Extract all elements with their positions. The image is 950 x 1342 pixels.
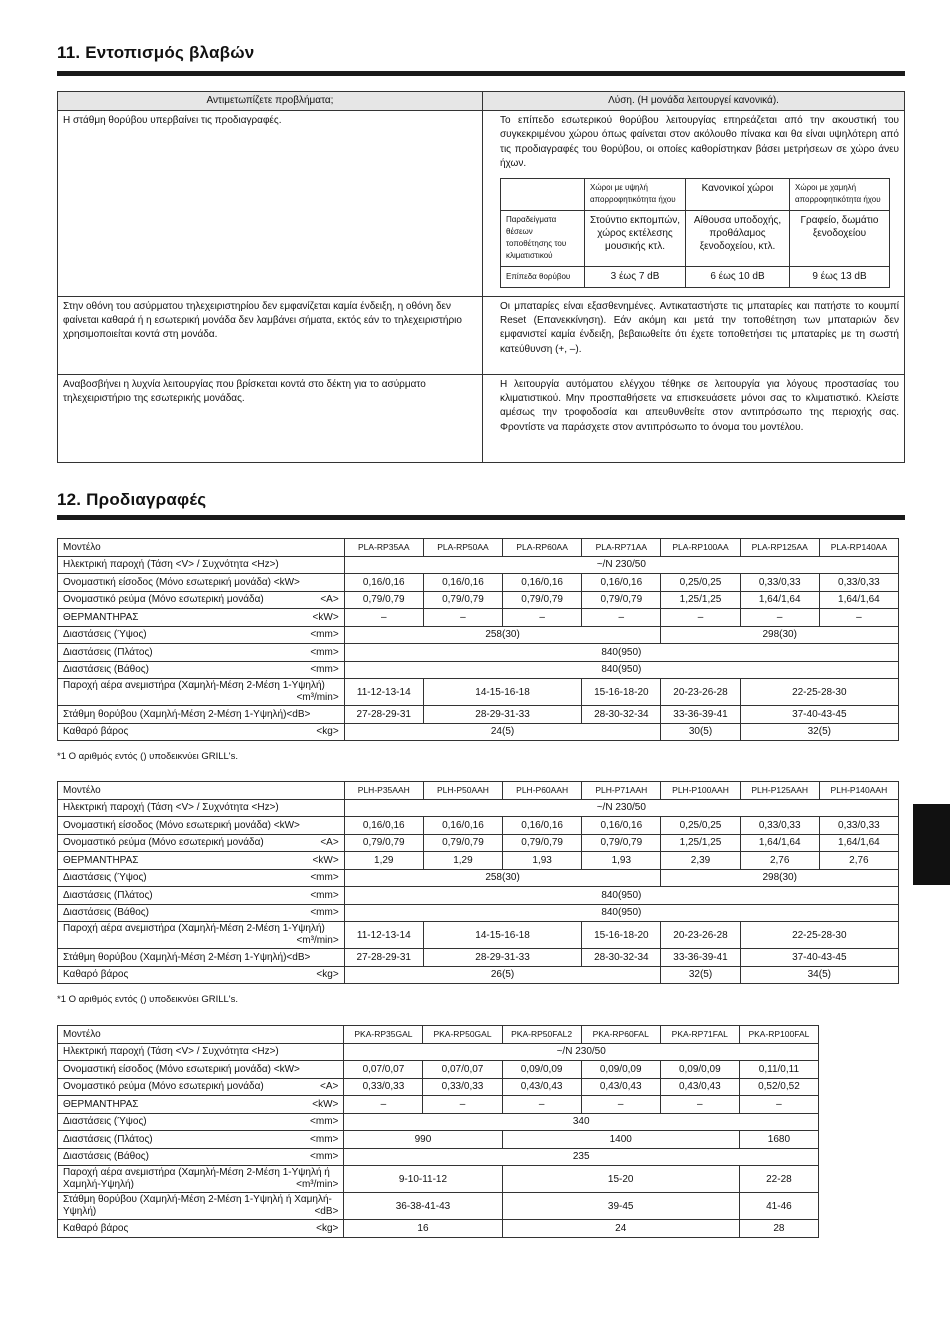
- spec-cell: –: [423, 1096, 502, 1114]
- spec-cell: 11-12-13-14: [344, 679, 423, 706]
- row-label-depth: [58, 1148, 344, 1166]
- row-label-power: Ηλεκτρική παροχή (Τάση <V> / Συχνότητα <Hz>): [58, 1043, 344, 1061]
- table-row: [58, 869, 899, 887]
- label-text: ΘΕΡΜΑΝΤΗΡΑΣ: [63, 1098, 139, 1110]
- spec-cell: 990: [344, 1131, 502, 1149]
- model-name: PLH-P140AAH: [819, 782, 898, 800]
- table-row: [58, 644, 899, 662]
- label-text: Διαστάσεις (Βάθος): [63, 1151, 149, 1163]
- spec-cell: 340: [344, 1113, 819, 1131]
- model-name: PLH-P35AAH: [344, 782, 423, 800]
- unit-text: <m³/min>: [296, 935, 339, 946]
- noise-col-low-absorption: Χώροι με χαμηλή απορροφητικότητα ήχου: [790, 178, 890, 210]
- table-row: [58, 706, 899, 724]
- model-name: PKA-RP100FAL: [739, 1026, 818, 1044]
- spec-cell: 0,43/0,43: [581, 1078, 660, 1096]
- table-row: [58, 609, 899, 627]
- spec-cell: 28-30-32-34: [582, 949, 661, 967]
- row-label-height: [58, 1113, 344, 1131]
- spec-cell: 0,43/0,43: [660, 1078, 739, 1096]
- spec-cell: 0,79/0,79: [344, 591, 423, 609]
- unit-text: <mm>: [310, 907, 339, 919]
- table-row: [58, 1166, 819, 1193]
- section-12-title: 12. Προδιαγραφές: [57, 490, 207, 509]
- table-row: [58, 374, 905, 462]
- label-text: Καθαρό βάρος: [63, 726, 129, 738]
- spec-cell: 22-28: [739, 1166, 818, 1193]
- table-row: [58, 591, 899, 609]
- model-name: PLH-P71AAH: [582, 782, 661, 800]
- spec-cell: 32(5): [740, 723, 898, 741]
- unit-text: <mm>: [310, 1116, 339, 1128]
- model-name: PKA-RP35GAL: [344, 1026, 423, 1044]
- spec-cell: –: [344, 1096, 423, 1114]
- spec-cell: 0,09/0,09: [660, 1061, 739, 1079]
- spec-cell: 0,79/0,79: [423, 591, 502, 609]
- spec-cell: 840(950): [344, 644, 898, 662]
- spec-cell: 258(30): [344, 869, 661, 887]
- row-label-power: Ηλεκτρική παροχή (Τάση <V> / Συχνότητα <Hz>): [58, 556, 345, 574]
- table-row: [58, 1026, 819, 1044]
- problem-cell: Αναβοσβήνει η λυχνία λειτουργίας που βρίσκεται κοντά στο δέκτη για το ασύρματο τηλεχειριστήριο της εσωτερικής μονάδας.: [58, 374, 483, 462]
- spec-cell: 2,76: [819, 852, 898, 870]
- table-row: [58, 1148, 819, 1166]
- row-label-current: [58, 834, 345, 852]
- row-label-noise: [58, 1193, 344, 1220]
- noise-cell: Αίθουσα υποδοχής, προθάλαμος ξενοδοχείου, κτλ.: [686, 210, 790, 266]
- spec-cell: 0,09/0,09: [581, 1061, 660, 1079]
- unit-text: <kg>: [316, 969, 339, 981]
- table-row: [58, 887, 899, 905]
- model-name: PKA-RP71FAL: [660, 1026, 739, 1044]
- noise-cell: 6 έως 10 dB: [686, 266, 790, 287]
- table-row: [58, 1113, 819, 1131]
- spec-cell: 30(5): [661, 723, 740, 741]
- spec-cell: 22-25-28-30: [740, 922, 898, 949]
- spec-cell: 0,33/0,33: [819, 817, 898, 835]
- spec-cell: 1,64/1,64: [740, 591, 819, 609]
- unit-text: <mm>: [310, 1133, 339, 1145]
- language-tab-marker: [913, 804, 950, 885]
- unit-text: <mm>: [310, 629, 339, 641]
- spec-cell: 11-12-13-14: [344, 922, 423, 949]
- spec-cell: –: [660, 1096, 739, 1114]
- spec-cell: 24(5): [344, 723, 661, 741]
- label-text: Διαστάσεις (Ύψος): [63, 629, 147, 641]
- spec-table-pla: [57, 538, 899, 741]
- spec-cell: 9-10-11-12: [344, 1166, 502, 1193]
- spec-cell: 840(950): [344, 661, 898, 679]
- spec-cell: 39-45: [502, 1193, 739, 1220]
- spec-cell: 37-40-43-45: [740, 949, 898, 967]
- spec-cell: 0,33/0,33: [740, 574, 819, 592]
- table-row: [58, 922, 899, 949]
- table-row: [58, 852, 899, 870]
- spec-cell: 0,16/0,16: [582, 817, 661, 835]
- spec-cell: 28-30-32-34: [582, 706, 661, 724]
- table-row: [58, 1096, 819, 1114]
- noise-col-normal: Κανονικοί χώροι: [686, 178, 790, 210]
- problem-cell: Η στάθμη θορύβου υπερβαίνει τις προδιαγραφές.: [58, 111, 483, 297]
- noise-corner-cell: [501, 178, 585, 210]
- row-label-airflow: [58, 922, 345, 949]
- spec-cell: 32(5): [661, 966, 740, 984]
- unit-text: <m³/min>: [296, 1179, 339, 1190]
- row-label-airflow: [58, 679, 345, 706]
- spec-cell: –: [502, 1096, 581, 1114]
- spec-cell: 0,16/0,16: [344, 574, 423, 592]
- noise-row-label: Επίπεδα θορύβου: [501, 266, 585, 287]
- table-row: [58, 799, 899, 817]
- model-name: PLA-RP60AA: [503, 539, 582, 557]
- table-row: [58, 626, 899, 644]
- unit-text: <mm>: [310, 889, 339, 901]
- row-label-current: [58, 1078, 344, 1096]
- table-row: [58, 1078, 819, 1096]
- spec-cell: 1,64/1,64: [819, 834, 898, 852]
- spec-cell: 20-23-26-28: [661, 922, 740, 949]
- problem-cell: Στην οθόνη του ασύρματου τηλεχειριστηρίου δεν εμφανίζεται καμία ένδειξη, η οθόνη δεν φαίνεται καθαρά ή η εσωτερική μονάδα δεν λαμβάνει σήματα, εκτός εάν το τηλεχειριστήριο χρησιμοποιείται κοντά στη μονάδα.: [58, 296, 483, 374]
- table-row: [58, 661, 899, 679]
- row-label-weight: [58, 1220, 344, 1238]
- spec-cell: 24: [502, 1220, 739, 1238]
- spec-cell: 0,79/0,79: [503, 591, 582, 609]
- spec-cell: 37-40-43-45: [740, 706, 898, 724]
- footnote: *1 Ο αριθμός εντός () υποδεικνύει GRILL's.: [57, 751, 238, 762]
- spec-cell: 1,29: [423, 852, 502, 870]
- table-row: [58, 834, 899, 852]
- spec-cell: 33-36-39-41: [661, 949, 740, 967]
- spec-cell: 1680: [739, 1131, 818, 1149]
- spec-cell: 0,16/0,16: [423, 574, 502, 592]
- spec-cell: ~/N 230/50: [344, 556, 898, 574]
- table-row: [58, 782, 899, 800]
- model-name: PLA-RP125AA: [740, 539, 819, 557]
- unit-text: <mm>: [310, 664, 339, 676]
- unit-text: <A>: [320, 1081, 339, 1093]
- spec-cell: 15-16-18-20: [582, 922, 661, 949]
- spec-cell: –: [582, 609, 661, 627]
- row-label-airflow: [58, 1166, 344, 1193]
- spec-cell: –: [503, 609, 582, 627]
- spec-cell: –: [423, 609, 502, 627]
- spec-cell: 0,52/0,52: [739, 1078, 818, 1096]
- label-text: Διαστάσεις (Βάθος): [63, 664, 149, 676]
- table-row: [58, 966, 899, 984]
- table-row: [58, 574, 899, 592]
- model-name: PLH-P50AAH: [423, 782, 502, 800]
- table-row: [58, 111, 905, 297]
- table-row: [58, 556, 899, 574]
- spec-cell: 0,79/0,79: [582, 834, 661, 852]
- spec-cell: 258(30): [344, 626, 661, 644]
- model-name: PLA-RP35AA: [344, 539, 423, 557]
- spec-cell: 28: [739, 1220, 818, 1238]
- label-text: Στάθμη θορύβου (Χαμηλή-Μέση 2-Μέση 1-Υψηλή ή Χαμηλή-Υψηλή): [63, 1194, 332, 1217]
- row-label-heater: [58, 852, 345, 870]
- noise-cell: 9 έως 13 dB: [790, 266, 890, 287]
- spec-cell: 26(5): [344, 966, 661, 984]
- label-text: Παροχή αέρα ανεμιστήρα (Χαμηλή-Μέση 2-Μέση 1-Υψηλή): [63, 680, 325, 691]
- spec-cell: 36-38-41-43: [344, 1193, 502, 1220]
- spec-cell: 0,16/0,16: [423, 817, 502, 835]
- model-name: PLH-P125AAH: [740, 782, 819, 800]
- row-label-weight: [58, 966, 345, 984]
- spec-cell: 28-29-31-33: [423, 706, 581, 724]
- model-name: PLA-RP50AA: [423, 539, 502, 557]
- noise-cell: 3 έως 7 dB: [585, 266, 686, 287]
- spec-cell: 1,25/1,25: [661, 591, 740, 609]
- spec-cell: 27-28-29-31: [344, 706, 423, 724]
- model-name: PLH-P100AAH: [661, 782, 740, 800]
- row-label-width: [58, 644, 345, 662]
- table-row: [58, 1043, 819, 1061]
- row-label-heater: [58, 609, 345, 627]
- row-label-depth: [58, 904, 345, 922]
- unit-text: <mm>: [310, 872, 339, 884]
- noise-cell: Γραφείο, δωμάτιο ξενοδοχείου: [790, 210, 890, 266]
- spec-cell: 14-15-16-18: [423, 922, 581, 949]
- spec-cell: 27-28-29-31: [344, 949, 423, 967]
- row-label-model: Μοντέλο: [58, 782, 345, 800]
- solution-cell: Η λειτουργία αυτόματου ελέγχου τέθηκε σε λειτουργία για λόγους προστασίας του κλιματιστικού. Μην προσπαθήσετε να επισκευάσετε μόνοι σας το κλιματιστικό. Κλείστε αμέσως την τροφοδοσία και απευθυνθείτε στον αντιπρόσωπο της περιοχής σας. Φροντίστε να παράσχετε στον αντιπρόσωπο το όνομα του μοντέλου.: [483, 374, 905, 462]
- spec-cell: 298(30): [661, 626, 899, 644]
- spec-cell: 0,79/0,79: [503, 834, 582, 852]
- model-name: PKA-RP50FAL2: [502, 1026, 581, 1044]
- spec-cell: 15-20: [502, 1166, 739, 1193]
- label-text: ΘΕΡΜΑΝΤΗΡΑΣ: [63, 854, 139, 866]
- spec-cell: 1400: [502, 1131, 739, 1149]
- solution-cell: [483, 111, 905, 297]
- table-header-row: [58, 92, 905, 111]
- spec-cell: –: [661, 609, 740, 627]
- spec-table-pka: [57, 1025, 819, 1238]
- unit-text: <A>: [320, 594, 339, 606]
- model-name: PLA-RP71AA: [582, 539, 661, 557]
- row-label-weight: [58, 723, 345, 741]
- spec-cell: 0,33/0,33: [423, 1078, 502, 1096]
- spec-cell: 0,16/0,16: [503, 574, 582, 592]
- table-row: [58, 539, 899, 557]
- row-label-model: Μοντέλο: [58, 539, 345, 557]
- section-11-rule: [57, 71, 905, 76]
- spec-cell: 22-25-28-30: [740, 679, 898, 706]
- row-label-model: Μοντέλο: [58, 1026, 344, 1044]
- spec-cell: 0,25/0,25: [661, 574, 740, 592]
- model-name: PKA-RP50GAL: [423, 1026, 502, 1044]
- spec-cell: ~/N 230/50: [344, 1043, 819, 1061]
- label-text: Ονομαστικό ρεύμα (Μόνο εσωτερική μονάδα): [63, 594, 264, 606]
- row-label-noise: Στάθμη θορύβου (Χαμηλή-Μέση 2-Μέση 1-Υψηλή)<dB>: [58, 706, 345, 724]
- spec-cell: 16: [344, 1220, 502, 1238]
- label-text: Διαστάσεις (Ύψος): [63, 872, 147, 884]
- table-row: [58, 1131, 819, 1149]
- row-label-input: Ονομαστική είσοδος (Μόνο εσωτερική μονάδα) <kW>: [58, 574, 345, 592]
- spec-cell: 0,16/0,16: [582, 574, 661, 592]
- unit-text: <m³/min>: [296, 692, 339, 703]
- row-label-width: [58, 1131, 344, 1149]
- noise-cell: Στούντιο εκπομπών, χώρος εκτέλεσης μουσικής κτλ.: [585, 210, 686, 266]
- label-text: Διαστάσεις (Πλάτος): [63, 1133, 153, 1145]
- table-row: [58, 949, 899, 967]
- label-text: ΘΕΡΜΑΝΤΗΡΑΣ: [63, 611, 139, 623]
- table-row: [58, 817, 899, 835]
- label-text: Παροχή αέρα ανεμιστήρα (Χαμηλή-Μέση 2-Μέση 1-Υψηλή ή Χαμηλή-Υψηλή): [63, 1167, 330, 1190]
- column-header-solution: Λύση. (Η μονάδα λειτουργεί κανονικά).: [483, 92, 905, 111]
- spec-cell: 2,76: [740, 852, 819, 870]
- section-12-rule: [57, 515, 905, 520]
- spec-cell: 0,33/0,33: [344, 1078, 423, 1096]
- spec-cell: 20-23-26-28: [661, 679, 740, 706]
- table-row: [58, 723, 899, 741]
- spec-cell: ~/N 230/50: [344, 799, 898, 817]
- spec-cell: 0,79/0,79: [344, 834, 423, 852]
- row-label-height: [58, 869, 345, 887]
- spec-cell: 1,64/1,64: [740, 834, 819, 852]
- table-row: [58, 904, 899, 922]
- spec-cell: 1,64/1,64: [819, 591, 898, 609]
- spec-cell: 15-16-18-20: [582, 679, 661, 706]
- row-label-input: Ονομαστική είσοδος (Μόνο εσωτερική μονάδα) <kW>: [58, 1061, 344, 1079]
- spec-cell: 0,33/0,33: [740, 817, 819, 835]
- spec-cell: 0,79/0,79: [582, 591, 661, 609]
- row-label-input: Ονομαστική είσοδος (Μόνο εσωτερική μονάδα) <kW>: [58, 817, 345, 835]
- noise-level-row: [501, 266, 890, 287]
- spec-cell: 0,25/0,25: [661, 817, 740, 835]
- unit-text: <mm>: [310, 646, 339, 658]
- spec-cell: –: [739, 1096, 818, 1114]
- spec-cell: 840(950): [344, 887, 898, 905]
- spec-cell: 0,11/0,11: [739, 1061, 818, 1079]
- spec-cell: 0,43/0,43: [502, 1078, 581, 1096]
- spec-cell: 2,39: [661, 852, 740, 870]
- spec-cell: 1,25/1,25: [661, 834, 740, 852]
- spec-cell: 0,09/0,09: [502, 1061, 581, 1079]
- spec-cell: 1,93: [503, 852, 582, 870]
- model-name: PKA-RP60FAL: [581, 1026, 660, 1044]
- label-text: Ονομαστικό ρεύμα (Μόνο εσωτερική μονάδα): [63, 837, 264, 849]
- spec-cell: 14-15-16-18: [423, 679, 581, 706]
- row-label-power: Ηλεκτρική παροχή (Τάση <V> / Συχνότητα <Hz>): [58, 799, 345, 817]
- table-row: [58, 679, 899, 706]
- spec-cell: 235: [344, 1148, 819, 1166]
- table-row: [58, 1220, 819, 1238]
- noise-header-row: [501, 178, 890, 210]
- label-text: Παροχή αέρα ανεμιστήρα (Χαμηλή-Μέση 2-Μέση 1-Υψηλή): [63, 923, 325, 934]
- row-label-width: [58, 887, 345, 905]
- spec-cell: 1,29: [344, 852, 423, 870]
- label-text: Καθαρό βάρος: [63, 969, 129, 981]
- spec-cell: –: [819, 609, 898, 627]
- label-text: Διαστάσεις (Πλάτος): [63, 889, 153, 901]
- noise-col-high-absorption: Χώροι με υψηλή απορροφητικότητα ήχου: [585, 178, 686, 210]
- solution-text: Το επίπεδο εσωτερικού θορύβου λειτουργίας επηρεάζεται από την ακουστική του συγκεκριμένου χώρου όπως φαίνεται στον ακόλουθο πίνακα και θα είναι υψηλότερη από τις προδιαγραφές του θορύβου, οι οποίες καθορίστηκαν βάσει μετρήσεων σε χώρο άνευ ήχων.: [500, 115, 899, 170]
- unit-text: <A>: [320, 837, 339, 849]
- spec-cell: 0,07/0,07: [423, 1061, 502, 1079]
- spec-cell: 0,33/0,33: [819, 574, 898, 592]
- model-name: PLA-RP140AA: [819, 539, 898, 557]
- spec-cell: 0,07/0,07: [344, 1061, 423, 1079]
- section-11-title: 11. Εντοπισμός βλαβών: [57, 43, 255, 62]
- spec-cell: 0,79/0,79: [423, 834, 502, 852]
- spec-cell: 0,16/0,16: [503, 817, 582, 835]
- row-label-current: [58, 591, 345, 609]
- label-text: Ονομαστικό ρεύμα (Μόνο εσωτερική μονάδα): [63, 1081, 264, 1093]
- spec-cell: 34(5): [740, 966, 898, 984]
- spec-cell: –: [344, 609, 423, 627]
- model-name: PLH-P60AAH: [503, 782, 582, 800]
- footnote: *1 Ο αριθμός εντός () υποδεικνύει GRILL's.: [57, 994, 238, 1005]
- unit-text: <mm>: [310, 1151, 339, 1163]
- model-name: PLA-RP100AA: [661, 539, 740, 557]
- unit-text: <kg>: [316, 726, 339, 738]
- unit-text: <kW>: [312, 854, 339, 866]
- spec-cell: 840(950): [344, 904, 898, 922]
- unit-text: <kW>: [312, 611, 339, 623]
- noise-level-table: [500, 178, 890, 288]
- noise-row-label: Παραδείγματα θέσεων τοποθέτησης του κλιματιστικού: [501, 210, 585, 266]
- spec-cell: 41-46: [739, 1193, 818, 1220]
- spec-cell: –: [740, 609, 819, 627]
- label-text: Διαστάσεις (Ύψος): [63, 1116, 147, 1128]
- column-header-problem: Αντιμετωπίζετε προβλήματα;: [58, 92, 483, 111]
- table-row: [58, 1061, 819, 1079]
- spec-cell: –: [581, 1096, 660, 1114]
- table-row: [58, 1193, 819, 1220]
- spec-cell: 0,16/0,16: [344, 817, 423, 835]
- label-text: Καθαρό βάρος: [63, 1222, 129, 1234]
- spec-cell: 1,93: [582, 852, 661, 870]
- unit-text: <kW>: [312, 1098, 339, 1110]
- row-label-noise: Στάθμη θορύβου (Χαμηλή-Μέση 2-Μέση 1-Υψηλή)<dB>: [58, 949, 345, 967]
- spec-cell: 298(30): [661, 869, 899, 887]
- unit-text: <dB>: [314, 1206, 339, 1217]
- row-label-depth: [58, 661, 345, 679]
- troubleshooting-table: [57, 91, 905, 463]
- spec-cell: 33-36-39-41: [661, 706, 740, 724]
- row-label-heater: [58, 1096, 344, 1114]
- solution-cell: Οι μπαταρίες είναι εξασθενημένες. Αντικαταστήστε τις μπαταρίες και πατήστε το κουμπί Reset (Επανεκκίνηση). Εάν ακόμη και μετά την τοποθέτηση των μπαταριών δεν εμφανιστεί καμία ένδειξη, βεβαιωθείτε ότι έχετε τοποθετήσει τις μπαταρίες με τη σωστή κατεύθυνση (+, –).: [483, 296, 905, 374]
- unit-text: <kg>: [316, 1222, 339, 1234]
- spec-table-plh: [57, 781, 899, 984]
- label-text: Διαστάσεις (Πλάτος): [63, 646, 153, 658]
- label-text: Διαστάσεις (Βάθος): [63, 907, 149, 919]
- noise-example-row: [501, 210, 890, 266]
- spec-cell: 28-29-31-33: [423, 949, 581, 967]
- row-label-height: [58, 626, 345, 644]
- table-row: [58, 296, 905, 374]
